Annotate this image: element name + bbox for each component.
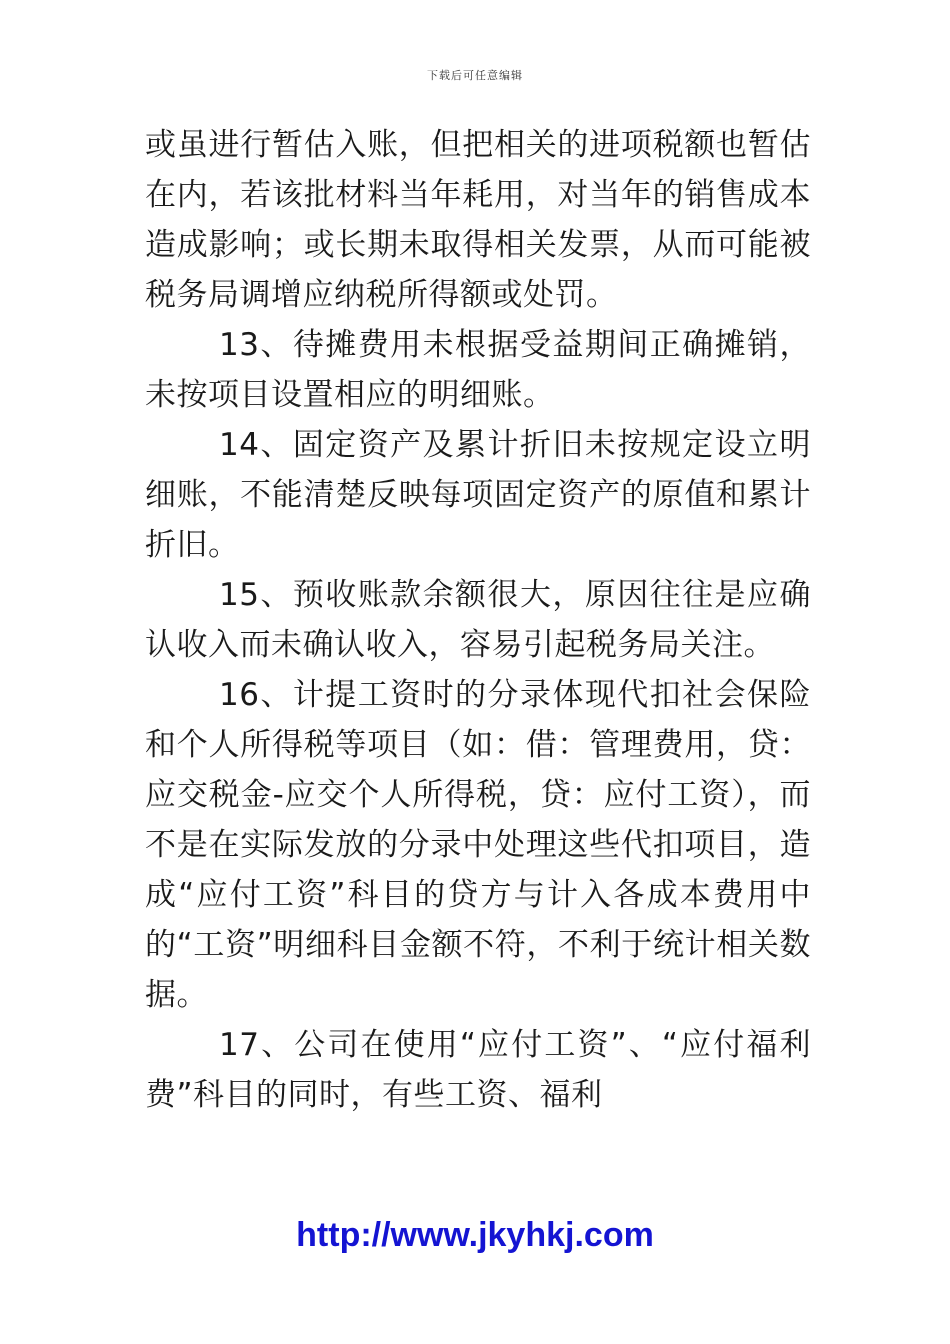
paragraph-16: 16、计提工资时的分录体现代扣社会保险和个人所得税等项目（如：借：管理费用，贷：应交税金-应交个人所得税，贷：应付工资），而不是在实际发放的分录中处理这些代扣项目，造成“应付工资”科目的贷方与计入各成本费用中的“工资”明细科目金额不符，不利于统计相关数据。 <box>145 677 811 1013</box>
paragraph-13: 13、待摊费用未根据受益期间正确摊销，未按项目设置相应的明细账。 <box>145 327 811 413</box>
paragraph-1: 或虽进行暂估入账，但把相关的进项税额也暂估在内，若该批材料当年耗用，对当年的销售成本造成影响；或长期未取得相关发票，从而可能被税务局调增应纳税所得额或处罚。 <box>145 127 811 313</box>
paragraph-15: 15、预收账款余额很大，原因往往是应确认收入而未确认收入，容易引起税务局关注。 <box>145 577 811 663</box>
document-body <box>145 120 811 1120</box>
footer-website-link[interactable]: http://www.jkyhkj.com <box>296 1216 654 1254</box>
page-header: 下载后可任意编辑 <box>427 69 523 82</box>
paragraph-17: 17、公司在使用“应付工资”、“应付福利费”科目的同时，有些工资、福利 <box>145 1027 811 1113</box>
paragraph-14: 14、固定资产及累计折旧未按规定设立明细账，不能清楚反映每项固定资产的原值和累计折旧。 <box>145 427 811 563</box>
